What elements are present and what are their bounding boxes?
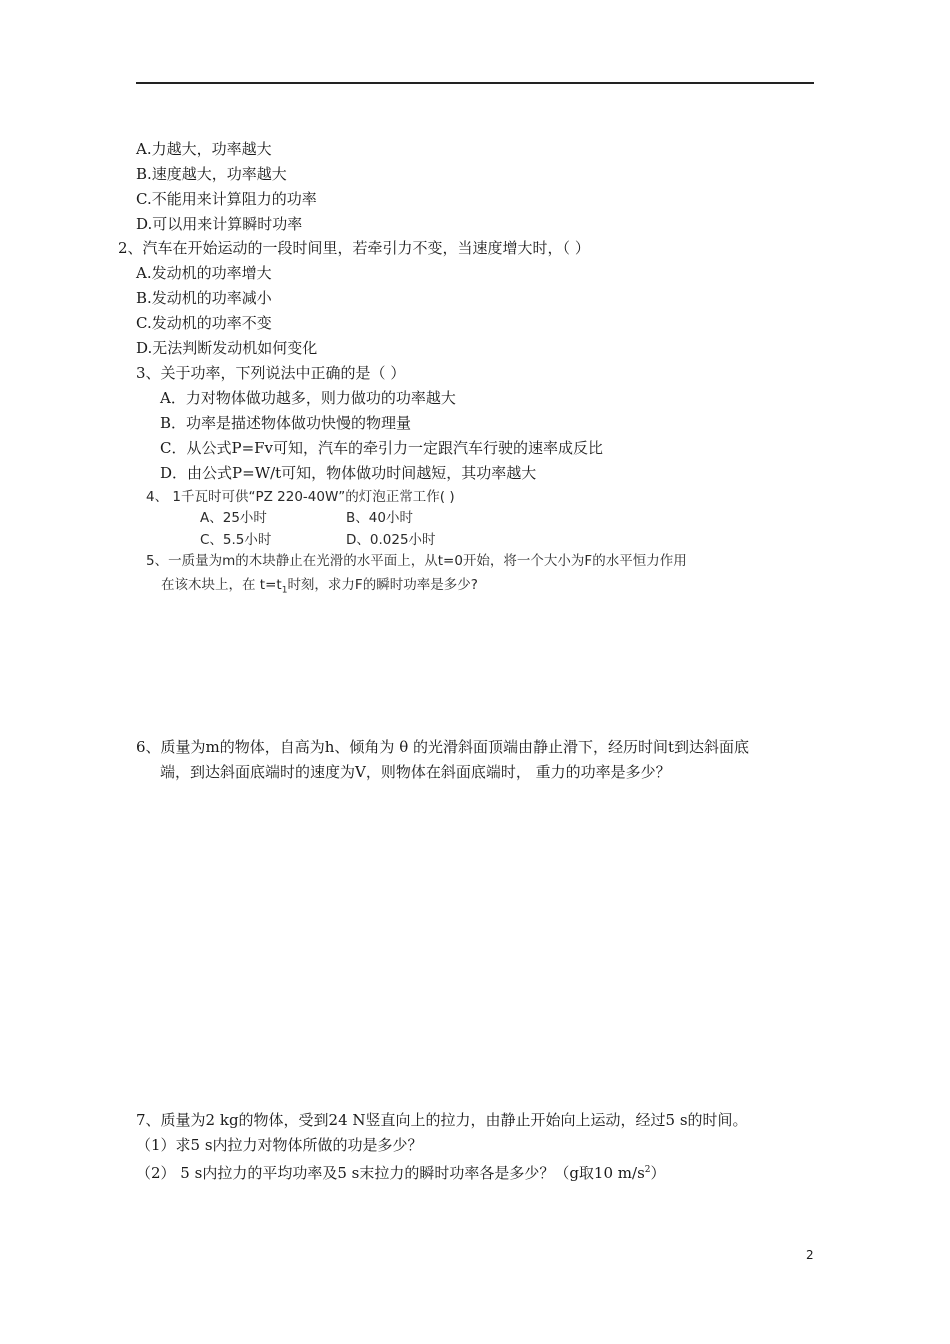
header-rule	[136, 82, 814, 84]
q5-line2-pre: 在该木块上，在 t=t	[161, 577, 282, 593]
q1-option-b: B.速度越大，功率越大	[136, 165, 287, 183]
q7-part2	[136, 1160, 666, 1183]
q7-part2-pre: （2） 5 s内拉力的平均功率及5 s末拉力的瞬时功率各是多少？（g取10 m/s	[136, 1164, 645, 1182]
q2-option-d: D.无法判断发动机如何变化	[136, 339, 318, 357]
q4-option-d: D、0.025小时	[346, 532, 436, 548]
q3-option-a: A．力对物体做功越多，则力做功的功率越大	[160, 389, 456, 407]
q4-option-a: A、25小时	[200, 510, 267, 526]
q7-part2-sup: 2	[644, 1165, 651, 1175]
q2-option-a: A.发动机的功率增大	[136, 264, 272, 282]
q4-option-c: C、5.5小时	[200, 532, 272, 548]
q5-line1: 5、一质量为m的木块静止在光滑的水平面上，从t=0开始，将一个大小为F的水平恒力作用	[146, 553, 687, 569]
q7-stem: 7、质量为2 kg的物体，受到24 N竖直向上的拉力，由静止开始向上运动，经过5 s的时间。	[136, 1111, 748, 1129]
q7-part1: （1）求5 s内拉力对物体所做的功是多少？	[136, 1136, 423, 1154]
q3-option-b: B．功率是描述物体做功快慢的物理量	[160, 414, 412, 432]
q5-line2-post: 时刻，求力F的瞬时功率是多少?	[287, 577, 478, 593]
q5-line2	[161, 575, 478, 601]
q2-stem: 2、汽车在开始运动的一段时间里，若牵引力不变，当速度增大时，（ ）	[118, 239, 590, 257]
q1-option-d: D.可以用来计算瞬时功率	[136, 215, 303, 233]
page-number: 2	[806, 1248, 814, 1262]
q2-option-c: C.发动机的功率不变	[136, 314, 272, 332]
q3-option-d: D．由公式P=W/t可知，物体做功时间越短，其功率越大	[160, 464, 537, 482]
q4-option-b: B、40小时	[346, 510, 413, 526]
q1-option-c: C.不能用来计算阻力的功率	[136, 190, 317, 208]
q4-stem: 4、 1千瓦时可供“PZ 220-40W”的灯泡正常工作( )	[146, 489, 455, 505]
q1-option-a: A.力越大，功率越大	[136, 140, 272, 158]
q5-line2-sub: 1	[281, 585, 288, 596]
q3-option-c: C．从公式P=Fv可知，汽车的牵引力一定跟汽车行驶的速率成反比	[160, 439, 604, 457]
q7-part2-post: ）	[650, 1164, 666, 1182]
q3-stem: 3、关于功率，下列说法中正确的是（ ）	[136, 364, 406, 382]
q2-option-b: B.发动机的功率减小	[136, 289, 272, 307]
q6-line2: 端，到达斜面底端时的速度为V，则物体在斜面底端时， 重力的功率是多少？	[160, 763, 671, 781]
q6-line1: 6、质量为m的物体，自高为h、倾角为 θ 的光滑斜面顶端由静止滑下，经历时间t到达斜面底	[136, 738, 750, 756]
